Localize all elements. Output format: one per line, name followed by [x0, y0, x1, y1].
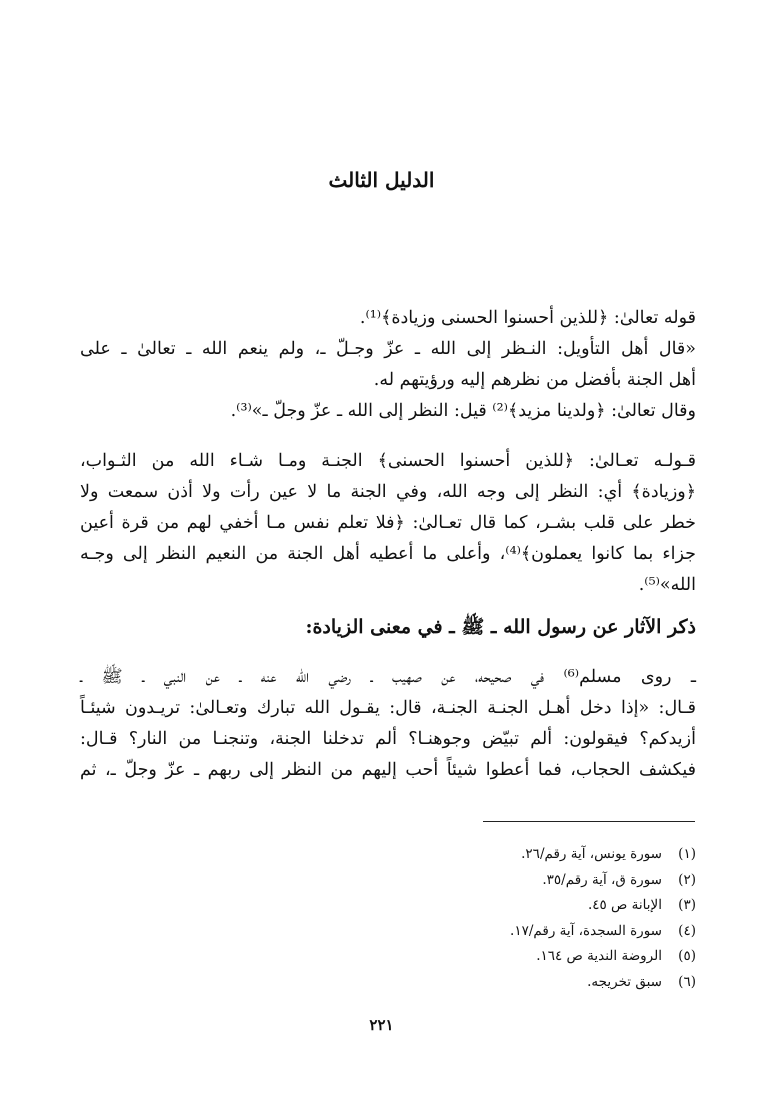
text-line: خطر على قلب بشـر، كما قال تعـالىٰ: ﴿فلا تعلم نفس مـا أخفي لهم من قرة أعين	[80, 513, 696, 533]
text-line: «قال أهل التأويل: النـظر إلى الله ـ عزّ وجـلّ ـ، ولم ينعم الله ـ تعالىٰ ـ على	[80, 339, 696, 359]
footnote-number: (١)	[678, 846, 696, 862]
text-line: الله»⁽⁵⁾.	[638, 575, 696, 595]
footnote-separator	[483, 821, 695, 822]
text-line: أزيدكم؟ فيقولون: ألم تبيّض وجوهنـا؟ ألم تدخلنا الجنة، وتنجنـا من النار؟ قـال:	[80, 729, 696, 749]
subsection-heading: ذكر الآثار عن رسول الله ـ ﷺ ـ في معنى الزيادة:	[305, 616, 696, 638]
text-line: أهل الجنة بأفضل من نظرهم إليه ورؤيتهم له.	[373, 370, 696, 390]
text-line: قـولـه تعـالىٰ: ﴿للذين أحسنوا الحسنى﴾ الجنـة ومـا شـاء الله من الثـواب،	[80, 451, 696, 471]
text-line: وقال تعالىٰ: ﴿ولدينا مزيد﴾⁽²⁾ قيل: النظر إلى الله ـ عزّ وجلّ ـ»⁽³⁾.	[230, 401, 696, 421]
footnote-item	[300, 842, 696, 868]
footnote-number: (٣)	[678, 897, 696, 913]
footnote-text: الروضة الندية ص ١٦٤.	[536, 948, 662, 964]
footnote-item	[300, 868, 696, 894]
footnote-text: سبق تخريجه.	[587, 973, 662, 990]
text-line: قوله تعالىٰ: ﴿للذين أحسنوا الحسنى وزيادة﴾⁽¹⁾.	[359, 308, 696, 328]
footnote-item	[300, 893, 696, 919]
footnote-number: (٥)	[678, 948, 696, 964]
footnotes	[300, 842, 696, 995]
text-line: قـال: «إذا دخل أهـل الجنـة الجنـة، قال: يقـول الله تبارك وتعـالىٰ: تريـدون شيئـاً	[80, 698, 696, 718]
paragraph-tafsir	[80, 446, 696, 601]
text-line: جزاء بما كانوا يعملون﴾⁽⁴⁾، وأعلى ما أعطيه أهل الجنة من النعيم النظر إلى وجـه	[80, 544, 696, 564]
footnote-text: سورة ق، آية رقم/٣٥.	[542, 871, 662, 888]
footnote-item	[300, 970, 696, 996]
footnote-number: (٤)	[678, 922, 696, 939]
text-line: ـ روى مسلم⁽⁶⁾ في صحيحه، عن صهيب ـ رضي الله عنه ـ عن النبي ـ ﷺ ـ	[80, 667, 696, 687]
footnote-text: سورة السجدة، آية رقم/١٧.	[510, 922, 662, 939]
paragraph-quranic-evidence	[80, 303, 696, 427]
footnote-text: سورة يونس، آية رقم/٢٦.	[521, 846, 662, 862]
footnote-text: الإبانة ص ٤٥.	[587, 897, 662, 913]
footnote-number: (٦)	[678, 973, 696, 990]
section-title: الدليل الثالث	[328, 168, 435, 192]
text-line: فيكشف الحجاب، فما أعطوا شيئاً أحب إليهم من النظر إلى ربهم ـ عزّ وجلّ ـ، ثم	[80, 760, 696, 780]
footnote-item	[300, 944, 696, 970]
footnote-number: (٢)	[678, 871, 696, 888]
paragraph-hadith	[80, 662, 696, 786]
text-line: ﴿وزيادة﴾ أي: النظر إلى وجه الله، وفي الجنة ما لا عين رأت ولا أذن سمعت ولا	[80, 482, 696, 502]
footnote-item	[300, 919, 696, 945]
page-number: ٢٢١	[369, 1016, 394, 1034]
